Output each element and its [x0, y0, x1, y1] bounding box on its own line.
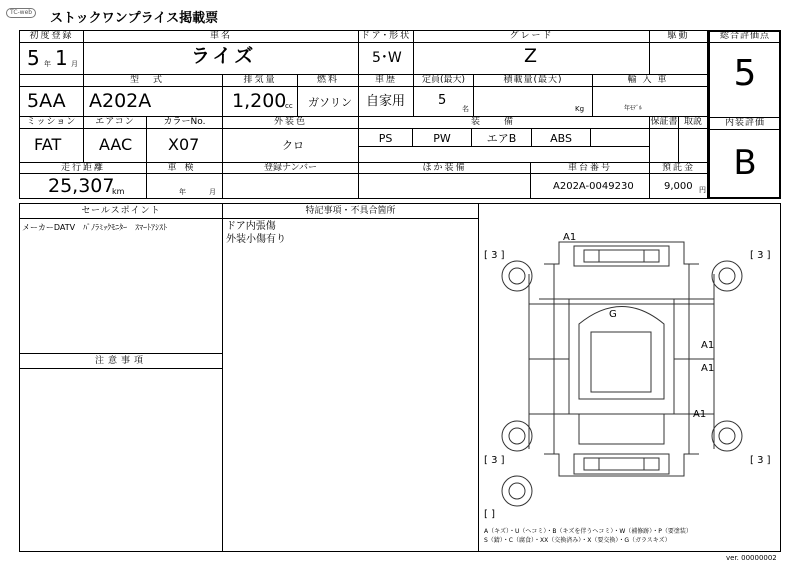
manual-label: 取説	[683, 117, 702, 127]
overall-score: 5	[733, 53, 757, 94]
interior-score: B	[733, 143, 757, 183]
grade-value: Z	[524, 45, 538, 67]
interior-grade-label: 内装評価	[724, 118, 765, 128]
damage-mark-front: A1	[563, 232, 577, 243]
color-no-label: カラーNo.	[163, 117, 206, 127]
door-shape-label: ドア･形状	[360, 31, 412, 41]
tire-mark-rear-left: [ 3 ]	[484, 455, 505, 466]
load-label: 積載量(最大)	[503, 75, 563, 85]
chassis-value: A202A-0049230	[553, 181, 634, 192]
first-reg-year: 5	[27, 46, 40, 70]
cc-unit: cc	[285, 102, 293, 110]
model-value: A202A	[89, 90, 152, 112]
reg-number-label: 登録ナンバー	[264, 163, 317, 173]
equipment-pw: PW	[433, 132, 451, 145]
page-title: ストックワンプライス掲載票	[50, 11, 219, 26]
displacement-value: 1,200	[232, 90, 287, 112]
mission-label: ミッション	[26, 117, 77, 127]
model-label: 型式	[129, 75, 176, 85]
legend-line-2: S（錆）・C（腐食）・XX（交換済み）・X（要交換）・G（ガラスキズ）	[484, 537, 671, 544]
damage-mark-roof: G	[609, 309, 617, 320]
fuel-value: ガソリン	[308, 96, 352, 109]
person-unit: 名	[462, 105, 469, 113]
history-value: 自家用	[366, 94, 406, 109]
history-label: 車歴	[374, 75, 397, 85]
door-shape: 5･W	[372, 50, 402, 66]
price-value: 9,000	[664, 181, 693, 192]
car-name-label: 車名	[209, 31, 232, 41]
version-label: ver. 00000002	[726, 554, 777, 562]
grade-label: グレード	[509, 31, 554, 41]
inspection-label: 車検	[167, 163, 202, 173]
drive-label: 駆動	[667, 31, 690, 41]
notes-line-1: ドア内張傷	[226, 221, 276, 232]
tire-mark-spare: [ ]	[484, 509, 495, 520]
year-unit: 年	[44, 60, 51, 68]
notes-line-2: 外装小傷有り	[226, 234, 286, 245]
fuel-label: 燃料	[316, 75, 339, 85]
insp-month-unit: 月	[209, 188, 216, 196]
model-year-unit: 年ﾓﾃﾞﾙ	[624, 105, 643, 112]
import-label: 輸入車	[627, 75, 673, 85]
mileage-label: 走行距離	[60, 163, 105, 173]
month-unit: 月	[71, 60, 78, 68]
aircon-value: AAC	[99, 135, 133, 154]
damage-mark-right-rear: A1	[701, 363, 715, 374]
insp-year-unit: 年	[179, 188, 186, 196]
tc-web-logo: TC-web	[6, 8, 36, 18]
notes-header: 特記事項・不具合箇所	[305, 206, 396, 216]
overall-grade-label: 総合評価点	[719, 31, 770, 41]
price-label: 預託金	[661, 163, 695, 173]
damage-mark-right-front: A1	[701, 340, 715, 351]
caution-header: 注意事項	[94, 356, 147, 366]
sales-points-text: メーカーDATV ﾊﾟﾉﾗﾐｯｸﾓﾆﾀｰ ｽﾏｰﾄｱｼｽﾄ	[22, 223, 168, 232]
mission-value: FAT	[34, 135, 62, 154]
kg-unit: Kg	[575, 105, 585, 113]
capacity-value: 5	[438, 93, 447, 108]
sales-points-header: セールスポイント	[81, 206, 161, 216]
car-damage-diagram	[479, 204, 780, 551]
tire-mark-front-left: [ 3 ]	[484, 250, 505, 261]
first-reg-month: 1	[55, 46, 68, 70]
model-prefix: 5AA	[27, 90, 66, 112]
damage-mark-right-quarter: A1	[693, 409, 707, 420]
color-value: クロ	[282, 139, 304, 152]
legend-line-1: A（キズ）・U（ヘコミ）・B（キズを伴うヘコミ）・W（補修跡）・P（要塗装）	[484, 528, 692, 535]
car-name: ライズ	[191, 45, 257, 67]
km-unit: km	[112, 187, 125, 196]
tire-mark-front-right: [ 3 ]	[750, 250, 771, 261]
color-no-value: X07	[168, 135, 200, 154]
yen-unit: 円	[699, 186, 706, 194]
equipment-abs: ABS	[550, 132, 572, 145]
mileage-value: 25,307	[48, 175, 115, 197]
displacement-label: 排気量	[243, 75, 277, 85]
exterior-color-label: 外装色	[273, 117, 307, 127]
first-reg-label: 初度登録	[29, 31, 74, 41]
other-equipment-label: ほか装備	[422, 163, 467, 173]
capacity-label: 定員(最大)	[421, 75, 466, 85]
equipment-airbag: エアB	[486, 132, 517, 145]
aircon-label: エアコン	[95, 117, 135, 127]
tire-mark-rear-right: [ 3 ]	[750, 455, 771, 466]
equipment-ps: PS	[378, 132, 393, 145]
equipment-label: 装備	[470, 117, 537, 127]
chassis-label: 車台番号	[567, 163, 612, 173]
warranty-label: 保証書	[650, 117, 678, 127]
